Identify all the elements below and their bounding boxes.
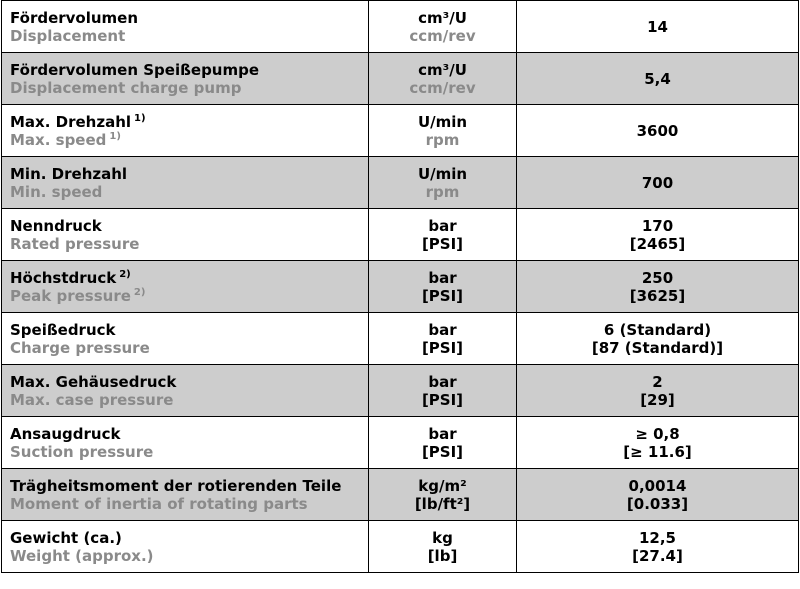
footnote-marker: 1) — [109, 130, 121, 142]
parameter-label-en: Displacement — [10, 26, 126, 45]
value-cell — [517, 157, 799, 209]
value-primary: 2 — [652, 372, 663, 391]
unit-cell — [369, 53, 517, 105]
unit-label-de: U/min — [417, 112, 468, 131]
value-primary: 0,0014 — [628, 476, 687, 495]
unit-label-en: [PSI] — [421, 338, 464, 357]
unit-label-en: rpm — [425, 130, 460, 149]
unit-label-en: [lb] — [427, 546, 458, 565]
unit-label-en: [lb/ft²] — [414, 494, 471, 513]
parameter-cell — [2, 209, 369, 261]
value-secondary: [2465] — [629, 234, 686, 253]
table-row — [2, 521, 799, 573]
unit-label-de: kg/m² — [418, 476, 467, 495]
unit-cell — [369, 365, 517, 417]
parameter-label-en: Weight (approx.) — [10, 546, 154, 565]
unit-label-de: bar — [428, 268, 457, 287]
value-cell — [517, 209, 799, 261]
value-primary: ≥ 0,8 — [635, 424, 680, 443]
parameter-label-en: Charge pressure — [10, 338, 150, 357]
parameter-label-de: Trägheitsmoment der rotierenden Teile — [10, 476, 342, 495]
unit-cell — [369, 313, 517, 365]
value-primary: 6 (Standard) — [603, 320, 712, 339]
table-row — [2, 313, 799, 365]
unit-label-en: [PSI] — [421, 286, 464, 305]
parameter-label-de: Min. Drehzahl — [10, 164, 128, 183]
value-cell — [517, 1, 799, 53]
parameter-label-en: Rated pressure — [10, 234, 140, 253]
parameter-label-de: Ansaugdruck — [10, 424, 121, 443]
value-cell — [517, 521, 799, 573]
unit-label-en: [PSI] — [421, 442, 464, 461]
footnote-marker: 2) — [119, 268, 131, 280]
parameter-label-en: Suction pressure — [10, 442, 154, 461]
unit-label-en: ccm/rev — [409, 26, 476, 45]
value-secondary: [27.4] — [632, 546, 683, 565]
unit-label-en: [PSI] — [421, 390, 464, 409]
parameter-label-en: Max. speed $^{1)}$ — [10, 130, 121, 149]
unit-label-de: cm³/U — [418, 8, 467, 27]
parameter-label-de: Fördervolumen — [10, 8, 139, 27]
unit-label-de: bar — [428, 372, 457, 391]
parameter-label-en: Displacement charge pump — [10, 78, 242, 97]
unit-label-de: U/min — [417, 164, 468, 183]
table-row — [2, 469, 799, 521]
unit-cell — [369, 209, 517, 261]
parameter-cell — [2, 469, 369, 521]
specification-table-body — [2, 1, 799, 573]
parameter-cell — [2, 521, 369, 573]
parameter-label-en: Max. case pressure — [10, 390, 174, 409]
parameter-label-de: Gewicht (ca.) — [10, 528, 122, 547]
value-secondary: [0.033] — [626, 494, 689, 513]
specification-table — [1, 0, 799, 573]
value-cell — [517, 313, 799, 365]
unit-label-en: [PSI] — [421, 234, 464, 253]
table-row — [2, 105, 799, 157]
footnote-marker: 2) — [133, 286, 146, 298]
parameter-cell — [2, 1, 369, 53]
value-secondary: [87 (Standard)] — [591, 338, 724, 357]
parameter-label-de: Nenndruck — [10, 216, 102, 235]
unit-cell — [369, 1, 517, 53]
unit-label-de: kg — [432, 528, 453, 547]
table-row — [2, 1, 799, 53]
table-row — [2, 53, 799, 105]
value-cell — [517, 365, 799, 417]
parameter-cell — [2, 157, 369, 209]
value-primary: 3600 — [636, 121, 679, 140]
footnote-marker: 1) — [134, 112, 146, 124]
table-row — [2, 209, 799, 261]
parameter-label-de: Höchstdruck $^{2)}$ — [10, 268, 131, 287]
value-primary: 170 — [641, 216, 674, 235]
value-secondary: [≥ 11.6] — [623, 442, 692, 461]
table-row — [2, 365, 799, 417]
value-primary: 14 — [647, 17, 668, 36]
value-primary: 250 — [641, 268, 674, 287]
parameter-label-de: Max. Drehzahl $^{1)}$ — [10, 112, 146, 131]
value-primary: 5,4 — [644, 69, 671, 88]
unit-label-de: bar — [428, 216, 457, 235]
parameter-label-de: Speißedruck — [10, 320, 116, 339]
value-cell — [517, 417, 799, 469]
value-cell — [517, 261, 799, 313]
parameter-cell — [2, 365, 369, 417]
table-row — [2, 261, 799, 313]
unit-cell — [369, 521, 517, 573]
table-row — [2, 157, 799, 209]
parameter-label-en: Min. speed — [10, 182, 103, 201]
parameter-cell — [2, 417, 369, 469]
value-cell — [517, 53, 799, 105]
parameter-cell — [2, 261, 369, 313]
unit-label-de: bar — [428, 424, 457, 443]
unit-cell — [369, 417, 517, 469]
value-secondary: [3625] — [629, 286, 686, 305]
parameter-label-de: Fördervolumen Speißepumpe — [10, 60, 260, 79]
unit-label-en: ccm/rev — [409, 78, 476, 97]
value-primary: 700 — [641, 173, 674, 192]
unit-cell — [369, 469, 517, 521]
parameter-cell — [2, 53, 369, 105]
parameter-cell — [2, 313, 369, 365]
value-cell — [517, 105, 799, 157]
value-cell — [517, 469, 799, 521]
unit-label-de: cm³/U — [418, 60, 467, 79]
unit-cell — [369, 157, 517, 209]
parameter-cell — [2, 105, 369, 157]
unit-cell — [369, 105, 517, 157]
parameter-label-en: Moment of inertia of rotating parts — [10, 494, 308, 513]
parameter-label-en: Peak pressure $^{2)}$ — [10, 286, 146, 305]
table-row — [2, 417, 799, 469]
value-secondary: [29] — [640, 390, 675, 409]
unit-cell — [369, 261, 517, 313]
value-primary: 12,5 — [638, 528, 676, 547]
parameter-label-de: Max. Gehäusedruck — [10, 372, 177, 391]
unit-label-en: rpm — [425, 182, 460, 201]
unit-label-de: bar — [428, 320, 457, 339]
